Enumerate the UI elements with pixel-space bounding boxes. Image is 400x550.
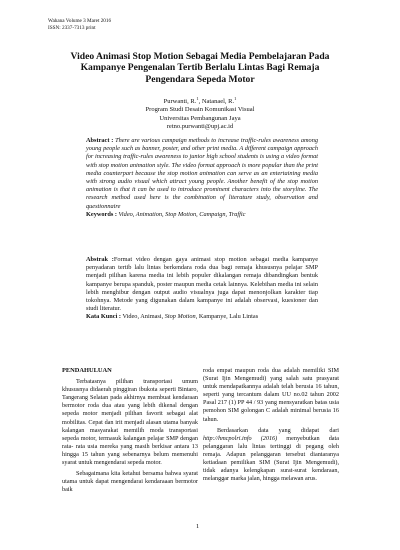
abstract-en-text: There are various campaign methods to increase traffic-rules awareness among young people such as banner, poster, and other print media. A different campaign approach for increasing traffic-rules awareness to junior high school students is using a video format with stop motion animation style. The video format approach is more popular than the print media counterpart because the stop motion animation can serve as an entertaining media with strong audio visual which attract young people. Another benefit of the stop motion animation is that it can be used to introduce prominent characters into the storyline. The research method used here is the combination of literature study, observation and questionnaire [86, 137, 318, 210]
body-column-left [62, 367, 198, 497]
body-text: menyebutkan data pelanggaran lalu lintas tertinggi di pegang oleh remaja. Adapun pelanggaran tersebut diantaranya ketiadaan pemilikan SIM (Surat Ijin Mengemudi), tidak adanya kelengkapan surat-surat kendaraan, melanggar marka jalan, hingga melawan arus. [203, 434, 340, 483]
keywords-id-pre: Video, Animasi, [120, 313, 165, 321]
journal-volume: Wahana Volume 3 Maret 2016 [48, 18, 112, 24]
section-heading: PENDAHULUAN [62, 367, 112, 374]
abstract-english [86, 137, 318, 219]
author-2-affil: 1 [234, 96, 237, 101]
affiliation: Program Studi Desain Komunikasi Visual [145, 106, 255, 114]
keywords-english [86, 211, 318, 219]
body-paragraph: roda empat maupun roda dua adalah memiliki SIM (Surat Ijin Mengemudi) yang salah satu prasyarat untuk mendapatkannya adalah telah berusia 16 tahun, seperti yang tercantum dalam UU no.02 tahun 2002 Pasal 217 (1) PP 44 / 93 yang mensyaratkan batas usia pemohon SIM golongan C adalah minimal berusia 16 tahun. [203, 367, 339, 423]
body-paragraph [203, 427, 339, 484]
paper-title: Video Animasi Stop Motion Sebagai Media Pembelajaran Pada Kampanye Pengenalan Tertib Berlalu Lintas Bagi Remaja Pengendara Sepeda Motor [70, 51, 330, 85]
body-paragraph: Terbatasnya pilihan transportasi umum khususnya didaerah pinggiran ibukota seperti Bintaro, Tangerang Selatan pada akhirnya membuat kendaraan bermotor roda dua atau yang lebih dikenal dengan sepeda motor menjadi pilihan favorit sebagai alat mobilitas. Cepat dan irit menjadi alasan utama banyak kalangan masyarakat memilih moda transportasi sepeda motor, termasuk kalangan pelajar SMP dengan rata- rata usia mereka yang masih berkisar antara 13 hingga 15 tahun yang sebenarnya belum memenuhi syarat untuk mengendarai sepeda motor. [62, 378, 198, 467]
abstract-indonesian [86, 256, 318, 322]
abstract-id-text: Format video dengan gaya animasi stop motion sebagai media kampanye penyadaran tertib lalu lintas berkendara roda dua bagi remaja khususnya pelajar SMP menjadi pilihan karena media ini lebih populer dikalangan remaja dibandingkan bentuk kampanye berupa spanduk, poster maupun media cetak lainnya. Kelebihan media ini selain lebih menghibur dengan output audio visualnya juga dapat menonjolkan karakter tiap tokohnya. Metode yang digunakan dalam kampanye ini adalah observasi, kuesioner dan studi literatur. [86, 256, 318, 313]
author-2: , Natanael, R. [198, 98, 235, 106]
author-1: Purwanti, R. [163, 98, 197, 106]
author-names [60, 95, 340, 106]
author-email: retno.purwanti@upj.ac.id [166, 123, 234, 131]
body-text: Berdasarkan data yang didapat dari [217, 426, 339, 434]
journal-header [48, 18, 111, 32]
page-number: 1 [196, 523, 200, 530]
keywords-id-post: , Kampanye, Lalu Lintas [195, 313, 259, 321]
keywords-id-label: Kata Kunci : [86, 313, 121, 321]
author-block [60, 95, 340, 131]
author-1-affil: 1 [196, 96, 199, 101]
university: Universitas Pembangunan Jaya [159, 114, 241, 122]
keywords-en-label: Keywords : [86, 210, 117, 218]
keywords-indonesian [86, 313, 318, 321]
body-column-right [203, 367, 339, 486]
keywords-en-text: Video, Animation, Stop Motion, Campaign, Traffic [116, 210, 246, 218]
body-paragraph: Sebagaimana kita ketahui bersama bahwa syarat utama untuk dapat mengendarai kendaraaan bermotor baik [62, 470, 198, 494]
keywords-id-italic: Stop Motion [164, 313, 196, 321]
source-url: http://hmcpolri.info (2016) [203, 434, 278, 442]
abstract-en-label: Abstract : [86, 137, 114, 144]
journal-issn: ISSN: 2337-7313 print [48, 25, 96, 31]
abstract-id-label: Abstrak : [86, 256, 114, 263]
